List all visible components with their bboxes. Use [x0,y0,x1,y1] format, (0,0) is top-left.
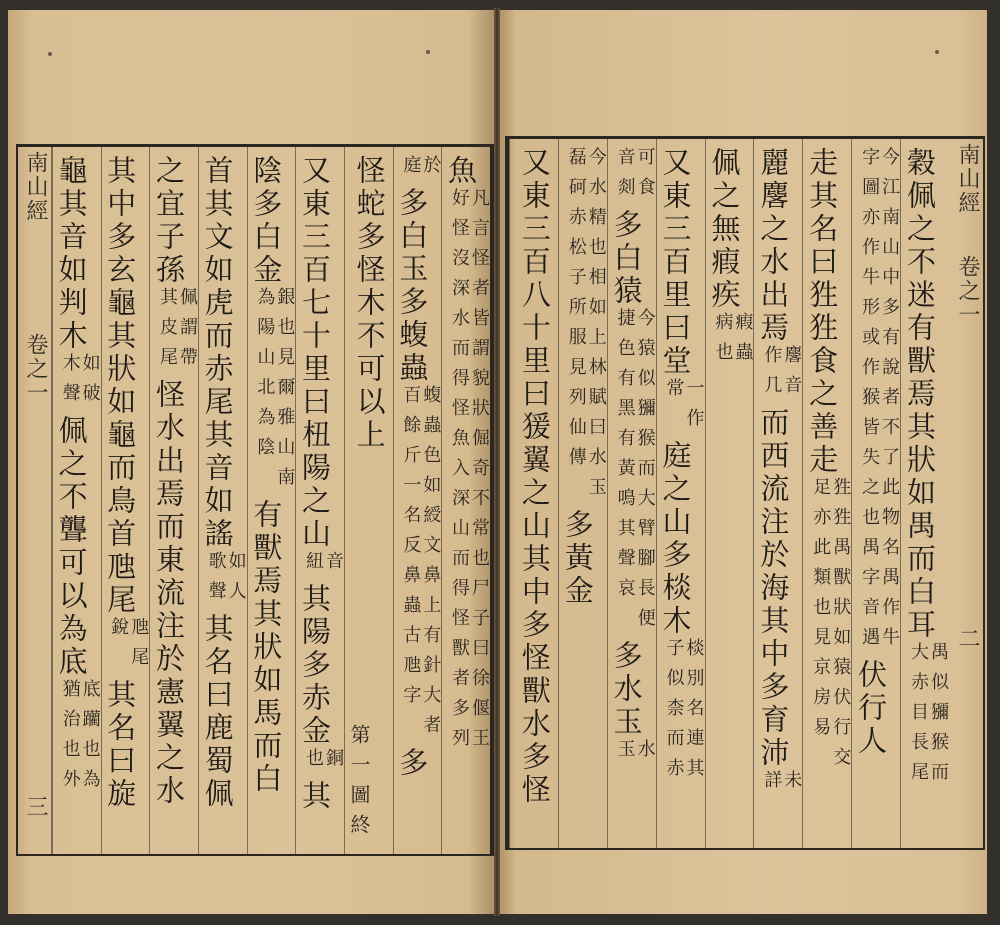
text-column [851,139,900,848]
page-margin [949,139,983,848]
main-text: 其名曰鹿蜀佩 [200,613,235,811]
page-number: 二 [955,627,980,651]
text-column [344,147,393,854]
text-column [802,139,851,848]
main-text: 又東三百七十里曰杻陽之山 [297,155,332,551]
text-column [753,139,802,848]
commentary-note: 可食音剡 [614,147,656,207]
right-page [497,10,987,914]
main-text: 之宜子孫 [151,155,186,287]
main-text: 陰多白金 [249,155,284,287]
book-title: 南山經 [955,143,980,215]
main-text: 走其名曰狌狌食之善走 [805,147,840,477]
section-end-mark: 第一圖終 [346,724,371,844]
text-column [558,139,607,848]
commentary-note: 如破木聲 [59,353,101,413]
main-text: 多黃金 [560,509,595,608]
text-column [52,147,101,854]
main-text: 佩之不聾可以為底 [54,415,89,679]
ink-spot [935,50,939,54]
main-text: 又東三百八十里曰猨翼之山其中多怪獸水多怪 [517,147,552,807]
commentary-note: 水玉 [614,739,656,769]
main-text: 伏行人 [854,659,889,758]
text-column [198,147,247,854]
main-text: 庭之山多棪木 [658,440,693,638]
text-column [607,139,656,848]
book-fold [494,8,500,916]
volume-label: 卷之一 [955,255,980,327]
main-text: 而西流注於海其中多育沛 [756,407,791,770]
commentary-note: 今江南山中多有說者不了此物名禺作牛字圖亦作牛形或作猴皆失之也禺字音遇 [859,147,901,657]
main-text: 魚 [444,155,478,188]
text-frame [16,144,494,856]
commentary-note: 未詳 [761,770,803,800]
commentary-note: 一作常 [663,378,705,438]
main-text: 多水玉 [609,640,644,739]
main-text: 又東三百里曰堂 [658,147,693,378]
ink-spot [48,52,52,56]
main-text: 其名曰旋 [103,679,138,811]
commentary-note: 底躪也為猶治也外 [59,679,101,799]
main-text: 有獸焉其狀如馬而白 [249,499,284,796]
book-title: 南山經 [22,151,48,223]
text-frame [505,136,985,850]
commentary-note: 今水精也相如上林賦曰水玉磊砢赤松子所服見列仙傳 [565,147,607,507]
commentary-note: 虺尾銳 [108,617,150,677]
commentary-note: 凡言怪者皆謂貌狀倔奇不常也尸子曰徐偃王好怪沒深水而得怪魚入深山而得怪獸者多列 [449,188,490,758]
commentary-note: 狌狌禺獸狀如猿伏行交足亦此類也見京房易 [810,477,852,777]
commentary-note: 禺似獼猴而大赤目長尾 [908,642,949,792]
commentary-note: 今猿似獼猴而大臂腳長便捷色有黑有黃鳴其聲哀 [614,308,656,638]
main-text: 怪蛇多怪木不可以上 [352,155,387,452]
page-number: 三 [22,795,48,819]
main-text: 怪水出焉而東流注於憲翼之水 [151,379,186,808]
text-column [705,139,754,848]
commentary-note: 銅也 [302,748,344,778]
main-text: 麗麐之水出焉 [756,147,791,345]
volume-label: 卷之一 [22,333,48,405]
page-margin [18,147,52,854]
main-text: 其 [297,780,332,813]
ink-spot [426,50,430,54]
main-text: 龜其音如判木 [54,155,89,353]
commentary-note: 瘕蟲病也 [712,312,754,372]
left-page [8,10,497,914]
text-column [101,147,150,854]
text-column [509,139,558,848]
main-text: 其陽多赤金 [297,583,332,748]
commentary-note: 佩謂帶其皮尾 [156,287,198,377]
commentary-note: 蝮蟲色如綬文鼻上有針大者百餘斤一名反鼻蟲古虺字 [400,385,442,745]
text-column [656,139,705,848]
main-text: 多白玉多蝮蟲 [395,187,430,385]
text-column [247,147,296,854]
main-text: 首其文如虎而赤尾其音如謠 [200,155,235,551]
commentary-note: 於庭 [400,155,442,185]
main-text: 多 [395,747,430,780]
text-column [149,147,198,854]
main-text: 多白猿 [609,209,644,308]
main-text: 佩之無瘕疾 [707,147,742,312]
text-column [441,147,490,854]
commentary-note: 如人歌聲 [205,551,247,611]
text-column [900,139,949,848]
commentary-note: 棪別名連其子似柰而赤 [663,638,705,788]
commentary-note: 麐音作几 [761,345,803,405]
main-text: 其中多玄龜其狀如龜而鳥首虺尾 [103,155,138,617]
main-text: 穀佩之不迷有獸焉其狀如禺而白耳 [903,147,937,642]
text-column [393,147,442,854]
commentary-note: 音紐 [302,551,344,581]
commentary-note: 銀也見爾雅山南為陽山北為陰 [254,287,296,497]
text-column [295,147,344,854]
